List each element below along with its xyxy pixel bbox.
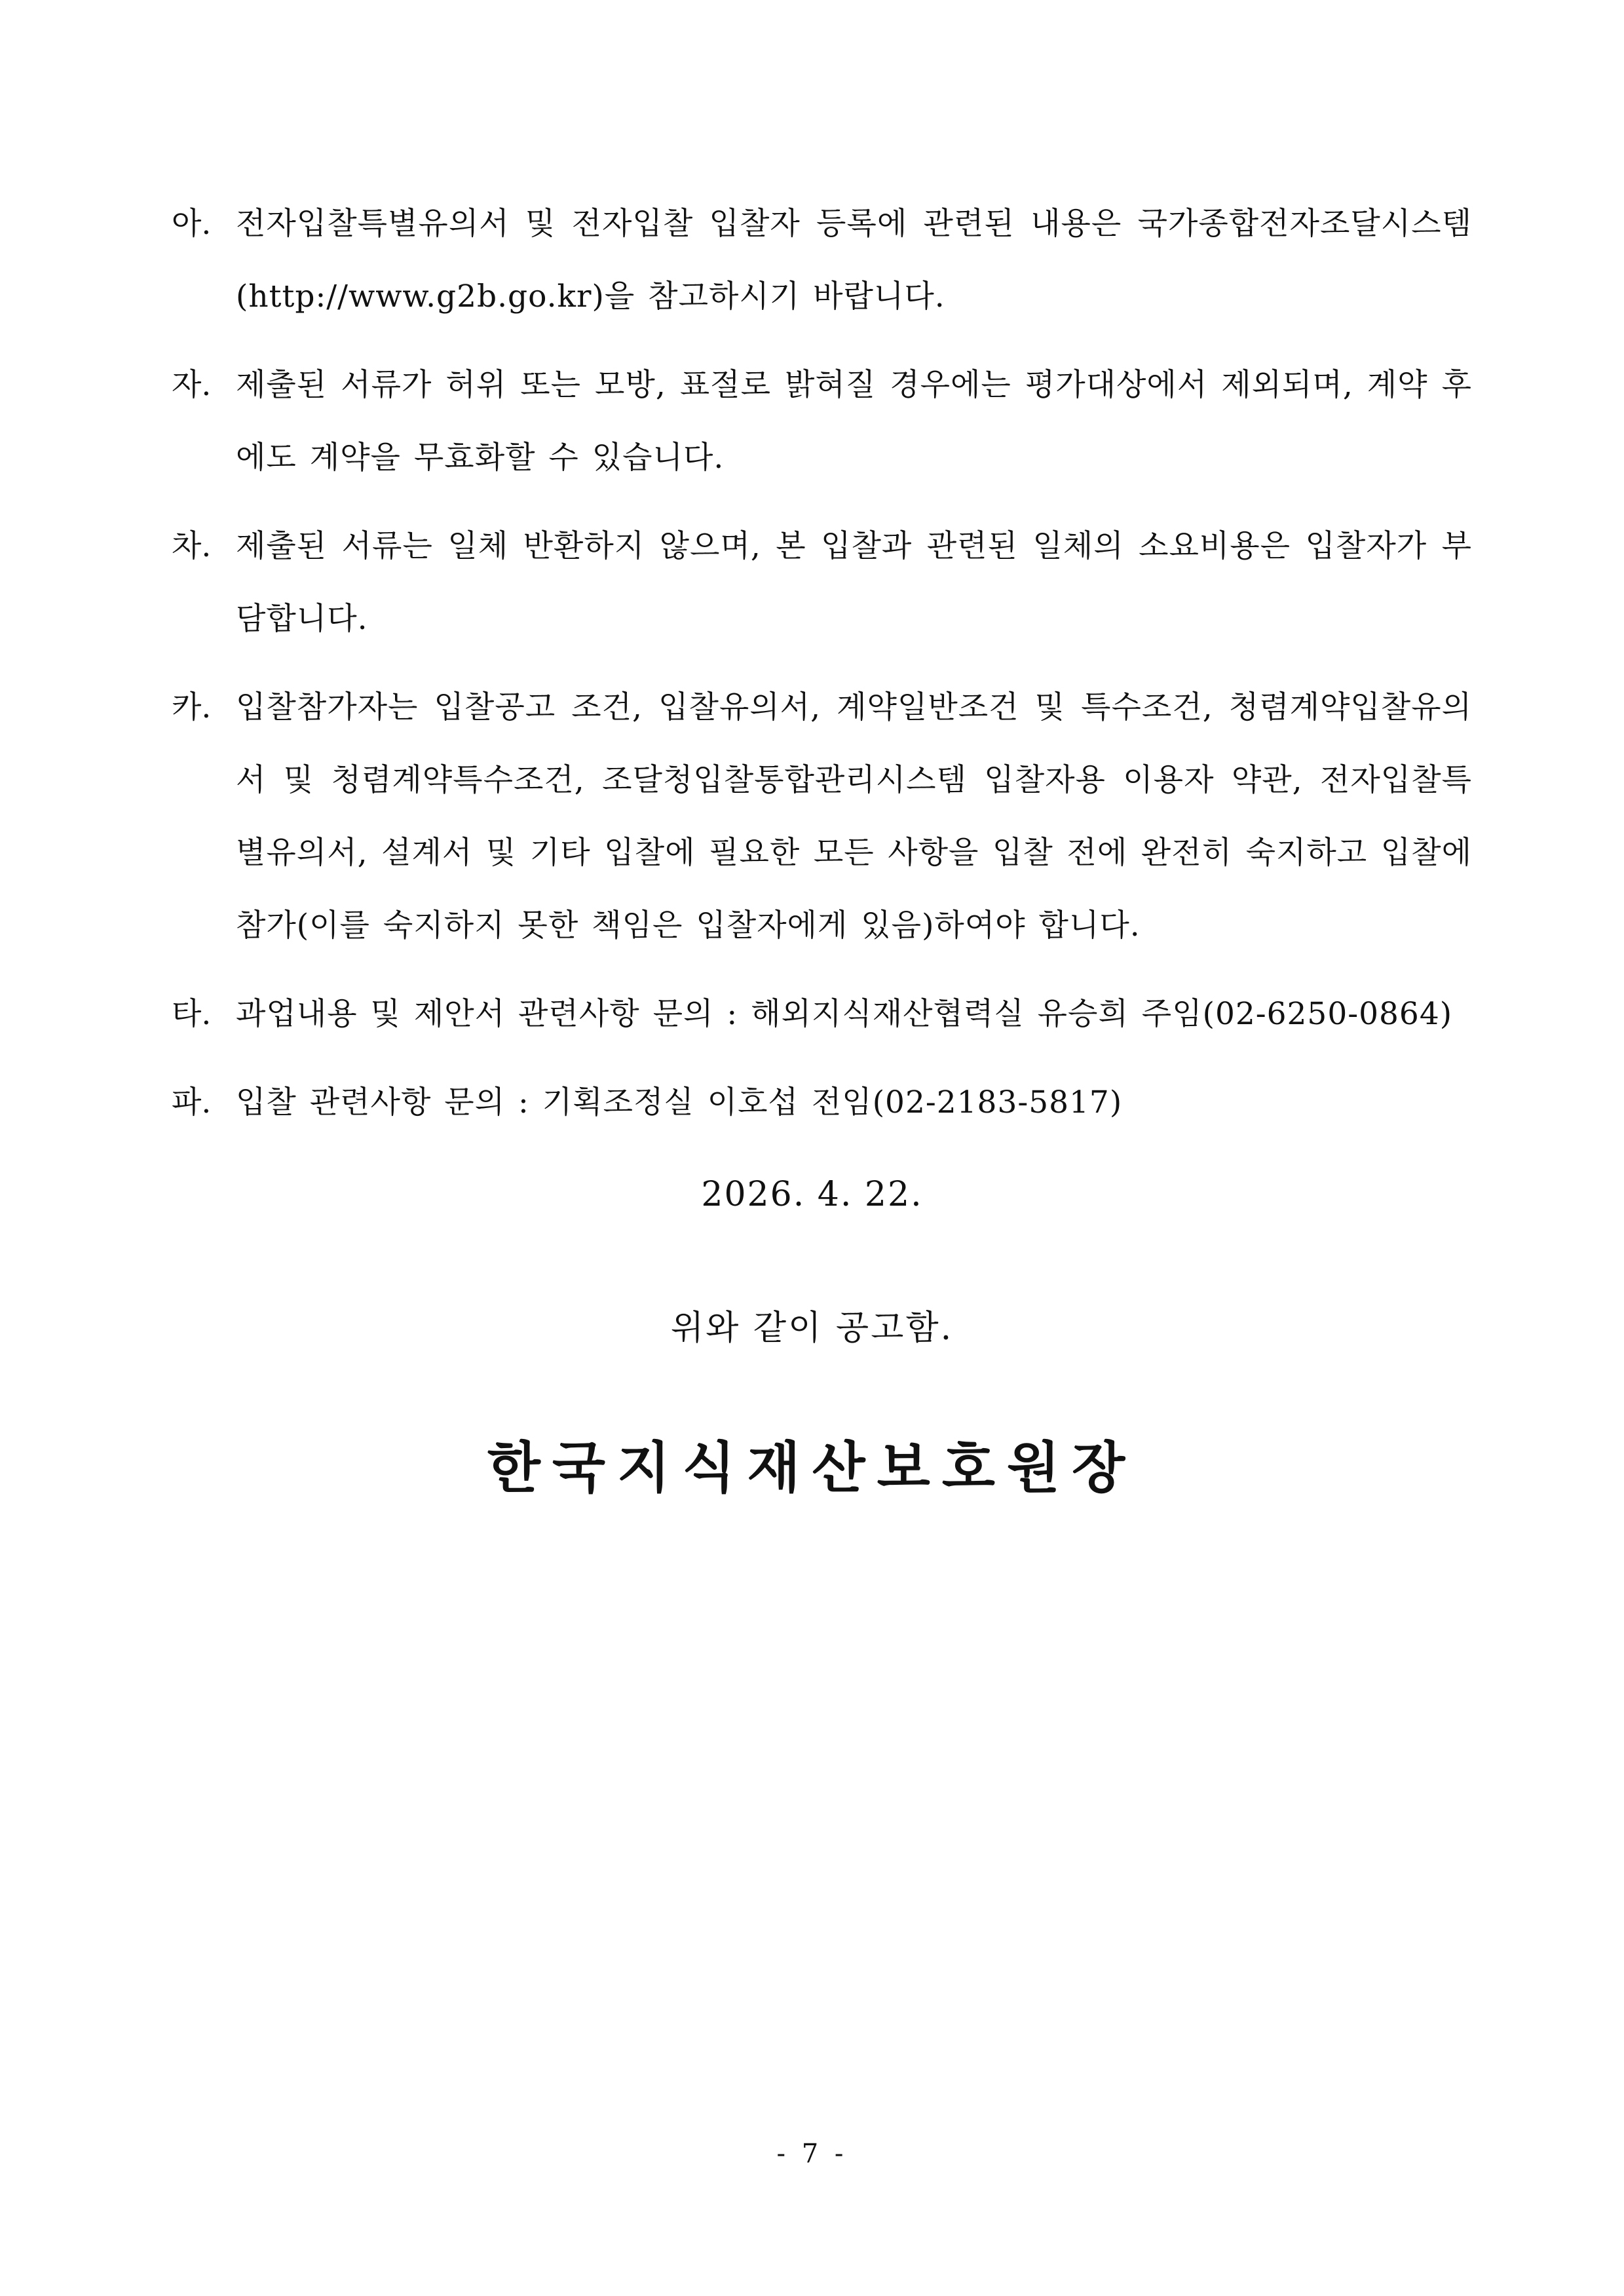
item-text: 전자입찰특별유의서 및 전자입찰 입찰자 등록에 관련된 내용은 국가종합전자조달시스템(http://www.g2b.go.kr)을 참고하시기 바랍니다. bbox=[236, 206, 1472, 315]
item-text: 과업내용 및 제안서 관련사항 문의 : 해외지식재산협력실 유승희 주임(02-6250-0864) bbox=[236, 996, 1453, 1032]
item-text: 입찰 관련사항 문의 : 기획조정실 이호섭 전임(02-2183-5817) bbox=[236, 1084, 1123, 1120]
notice-item-ka bbox=[172, 671, 1472, 962]
item-marker: 파. bbox=[172, 1084, 212, 1120]
notice-item-ja bbox=[172, 349, 1472, 494]
item-marker: 차. bbox=[172, 528, 212, 564]
notice-item-a bbox=[172, 187, 1472, 333]
item-text: 제출된 서류는 일체 반환하지 않으며, 본 입찰과 관련된 일체의 소요비용은 입찰자가 부담합니다. bbox=[236, 528, 1472, 637]
item-text: 제출된 서류가 허위 또는 모방, 표절로 밝혀질 경우에는 평가대상에서 제외되며, 계약 후에도 계약을 무효화할 수 있습니다. bbox=[236, 367, 1472, 476]
item-marker: 아. bbox=[172, 206, 212, 242]
item-marker: 타. bbox=[172, 996, 212, 1032]
issuer-signature: 한국지식재산보호원장 bbox=[487, 1435, 1137, 1500]
item-text: 입찰참가자는 입찰공고 조건, 입찰유의서, 계약일반조건 및 특수조건, 청렴계약입찰유의서 및 청렴계약특수조건, 조달청입찰통합관리시스템 입찰자용 이용자 약관, 전자입찰특별유의서, 설계서 및 기타 입찰에 필요한 모든 사항을 입찰 전에 완전히 숙지하고 입찰에 참가(이를 숙지하지 못한 책임은 입찰자에게 있음)하여야 합니다. bbox=[236, 689, 1472, 944]
notice-item-pa bbox=[172, 1066, 1472, 1139]
notice-item-cha bbox=[172, 510, 1472, 655]
announcement-statement: 위와 같이 공고함. bbox=[670, 1309, 954, 1348]
notice-items bbox=[172, 187, 1472, 1155]
item-marker: 카. bbox=[172, 689, 212, 725]
item-marker: 자. bbox=[172, 367, 212, 403]
announcement-date: 2026. 4. 22. bbox=[701, 1175, 923, 1214]
notice-item-ta bbox=[172, 978, 1472, 1050]
page-number: - 7 - bbox=[776, 2139, 848, 2169]
